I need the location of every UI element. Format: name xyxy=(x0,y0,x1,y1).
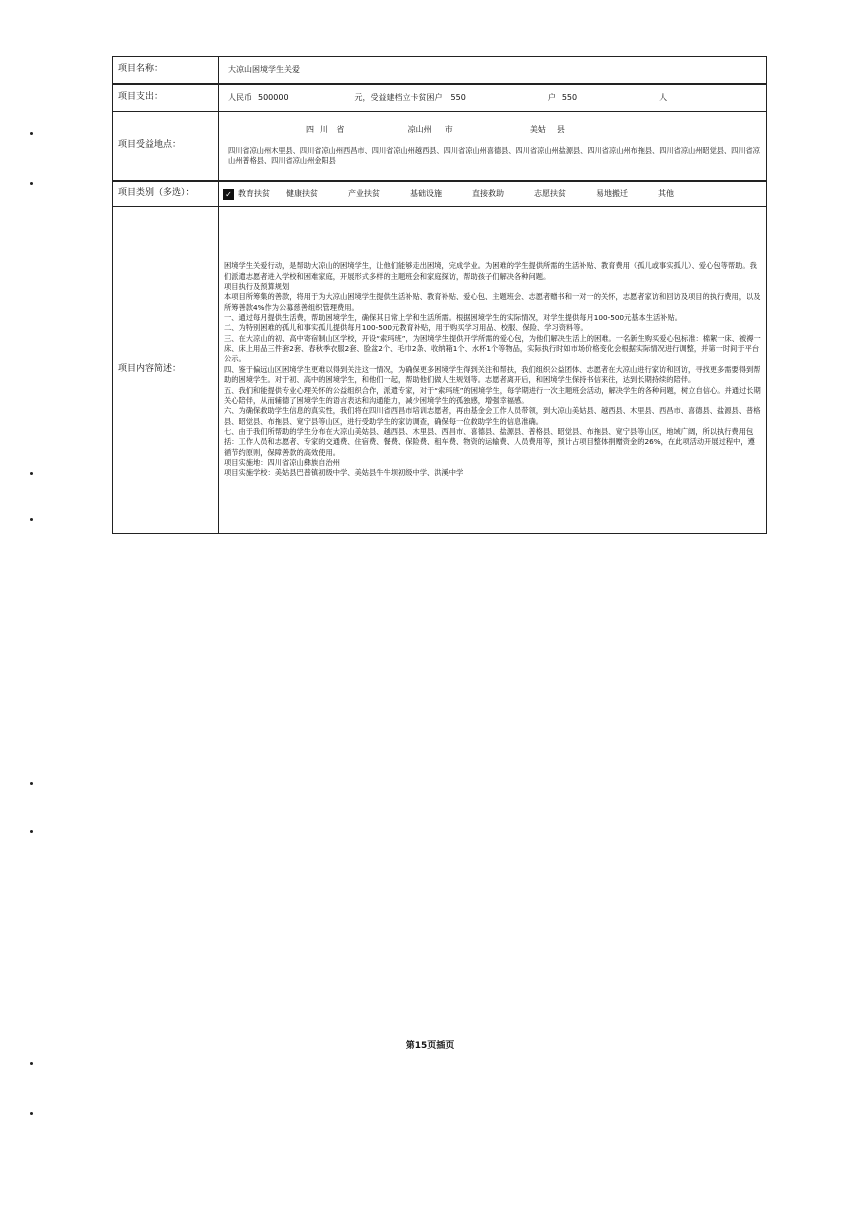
scan-mark xyxy=(30,132,33,135)
location-list: 四川省凉山州木里县、四川省凉山州西昌市、四川省凉山州越西县、四川省凉山州喜德县、四川省凉山州盐源县、四川省凉山州布拖县、四川省凉山州昭觉县、四川省凉山州普格县、四川省凉山州金阳县 xyxy=(228,145,760,166)
loc-province: 四川 xyxy=(306,125,334,135)
content-paragraph: 二、为特别困难的孤儿和事实孤儿提供每月100-500元教育补贴，用于购买学习用品、校服、保险、学习资料等。 xyxy=(224,323,588,333)
category-option-label: 产业扶贫 xyxy=(348,188,380,198)
scan-mark xyxy=(30,830,33,833)
category-option[interactable] xyxy=(472,189,504,199)
category-option[interactable] xyxy=(348,189,380,199)
expenditure-value xyxy=(219,84,767,112)
scan-mark xyxy=(30,1062,33,1065)
loc-county-unit: 县 xyxy=(556,125,565,135)
content-paragraph: 三、在大凉山的初、高中寄宿制山区学校，开设“索玛班”，为困境学生提供开学所需的爱心包，为他们解决生活上的困难。一名新生购买爱心包标准：棉絮一床、被褥一床、床上用品三件套2套、春秋季衣服2套、脸盆2个、毛巾2条、收纳箱1个、水杯1个等物品，实际执行时如市场价格变化会根据实际情况进行调整，并第一时间于平台公示。 xyxy=(224,333,761,364)
scan-mark xyxy=(30,782,33,785)
project-name-value: 大凉山困境学生关爱 xyxy=(219,57,767,85)
scan-mark xyxy=(30,182,33,185)
checkbox-checked-icon[interactable]: ✓ xyxy=(223,189,234,200)
loc-city: 凉山州 xyxy=(407,125,432,135)
location-value xyxy=(219,112,767,182)
category-option-label: 健康扶贫 xyxy=(286,188,318,198)
content-paragraph: 项目实施地：四川省凉山彝族自治州 xyxy=(224,458,341,468)
category-options xyxy=(219,181,767,207)
content-paragraph: 困境学生关爱行动，是帮助大凉山的困境学生，让他们能够走出困境，完成学业。为困难的学生提供所需的生活补贴、教育费用（孤儿或事实孤儿）、爱心包等帮助。我们派遣志愿者进入学校和困难家庭，开展形式多样的主题班会和家庭探访，帮助孩子们解决各种问题。 xyxy=(224,261,757,281)
exp-households: 550 xyxy=(450,92,466,102)
location-label: 项目受益地点： xyxy=(113,112,219,182)
content-paragraph: 本项目所筹集的善款，将用于为大凉山困境学生提供生活补贴、教育补贴、爱心包、主题班会、志愿者赠书和一对一的关怀，志愿者家访和回访及项目的执行费用，以及所筹善款4%作为公募慈善组织管理费用。 xyxy=(224,292,761,312)
category-option[interactable] xyxy=(223,189,270,200)
category-option-label: 基础设施 xyxy=(410,188,442,198)
exp-hu-label: 户 xyxy=(547,92,556,102)
content-paragraph: 一、通过每月提供生活费，帮助困境学生，确保其日常上学和生活所需。根据困境学生的实际情况，对学生提供每月100-500元基本生活补贴。 xyxy=(224,313,683,323)
expenditure-label: 项目支出： xyxy=(113,84,219,112)
exp-rmb-label: 人民币 xyxy=(228,92,252,102)
project-form-table xyxy=(112,56,767,534)
scan-mark xyxy=(30,518,33,521)
category-option[interactable] xyxy=(410,189,442,199)
content-paragraph: 五、我们和能提供专业心理关怀的公益组织合作，派遣专家，对于“索玛班”的困境学生，每学期进行一次主题班会活动，解决学生的各种问题，树立自信心。并通过长期关心陪伴，从而辅德了困境学生的语言表达和沟通能力，减少困境学生的孤独感，增强幸福感。 xyxy=(224,385,761,405)
category-option-label: 教育扶贫 xyxy=(238,188,270,198)
content-paragraph: 项目实施学校：美姑县巴普镇初级中学、美姑县牛牛坝初级中学、洪溪中学 xyxy=(224,468,464,478)
scan-mark xyxy=(30,472,33,475)
category-option[interactable] xyxy=(596,189,628,199)
content-description xyxy=(219,207,767,534)
category-option[interactable] xyxy=(658,189,674,199)
category-option-label: 易地搬迁 xyxy=(596,188,628,198)
category-option[interactable] xyxy=(286,189,318,199)
loc-province-unit: 省 xyxy=(336,125,345,135)
exp-people: 550 xyxy=(561,92,578,102)
category-option[interactable] xyxy=(534,189,566,199)
exp-amount: 500000 xyxy=(258,92,289,102)
category-option-label: 志愿扶贫 xyxy=(534,188,566,198)
exp-unit-text: 元，受益建档立卡贫困户 xyxy=(354,92,443,102)
content-paragraph: 七、由于我们所帮助的学生分布在大凉山美姑县、越西县、木里县、西昌市、喜德县、盐源县、普格县、昭觉县、布拖县、宽宁县等山区，地域广阔，所以执行费用包括：工作人员和志愿者、专家的交通费、住宿费、餐费、保险费、租车费、物资的运输费、人员费用等，预计占项目整体捐赠资金的26%，在此项活动开展过程中，遵循节约原则，保障善款的高效使用。 xyxy=(224,426,755,457)
page-footer: 第15页插页 xyxy=(405,1041,455,1051)
loc-city-unit: 市 xyxy=(444,125,453,135)
category-option-label: 其他 xyxy=(658,188,674,198)
scan-mark xyxy=(30,1112,33,1115)
category-label: 项目类别（多选）： xyxy=(113,181,219,207)
exp-ren-label: 人 xyxy=(659,92,668,102)
content-paragraph: 六、为确保救助学生信息的真实性，我们将在四川省西昌市培训志愿者，再由基金会工作人员带领，到大凉山美姑县、越西县、木里县、西昌市、喜德县、盐源县、普格县、昭觉县、布拖县、宽宁县等山区，进行受助学生的家访调查，确保每一位救助学生的信息准确。 xyxy=(224,406,761,426)
loc-county: 美姑 xyxy=(529,125,546,135)
content-paragraph: 项目执行及预算规划 xyxy=(224,281,290,291)
content-paragraph: 四、鉴于偏远山区困境学生更难以得到关注这一情况，为确保更多困境学生得到关注和帮扶，我们组织公益团体、志愿者在大凉山进行家访和回访，寻找更多需要得到帮助的困境学生。对于初、高中的困境学生，和他们一起，帮助他们做人生规划等。志愿者离开后，和困境学生保持书信来往，达到长期持续的陪伴。 xyxy=(224,364,761,385)
project-name-label: 项目名称： xyxy=(113,57,219,85)
content-label: 项目内容简述： xyxy=(113,207,219,534)
category-option-label: 直接救助 xyxy=(472,188,504,198)
